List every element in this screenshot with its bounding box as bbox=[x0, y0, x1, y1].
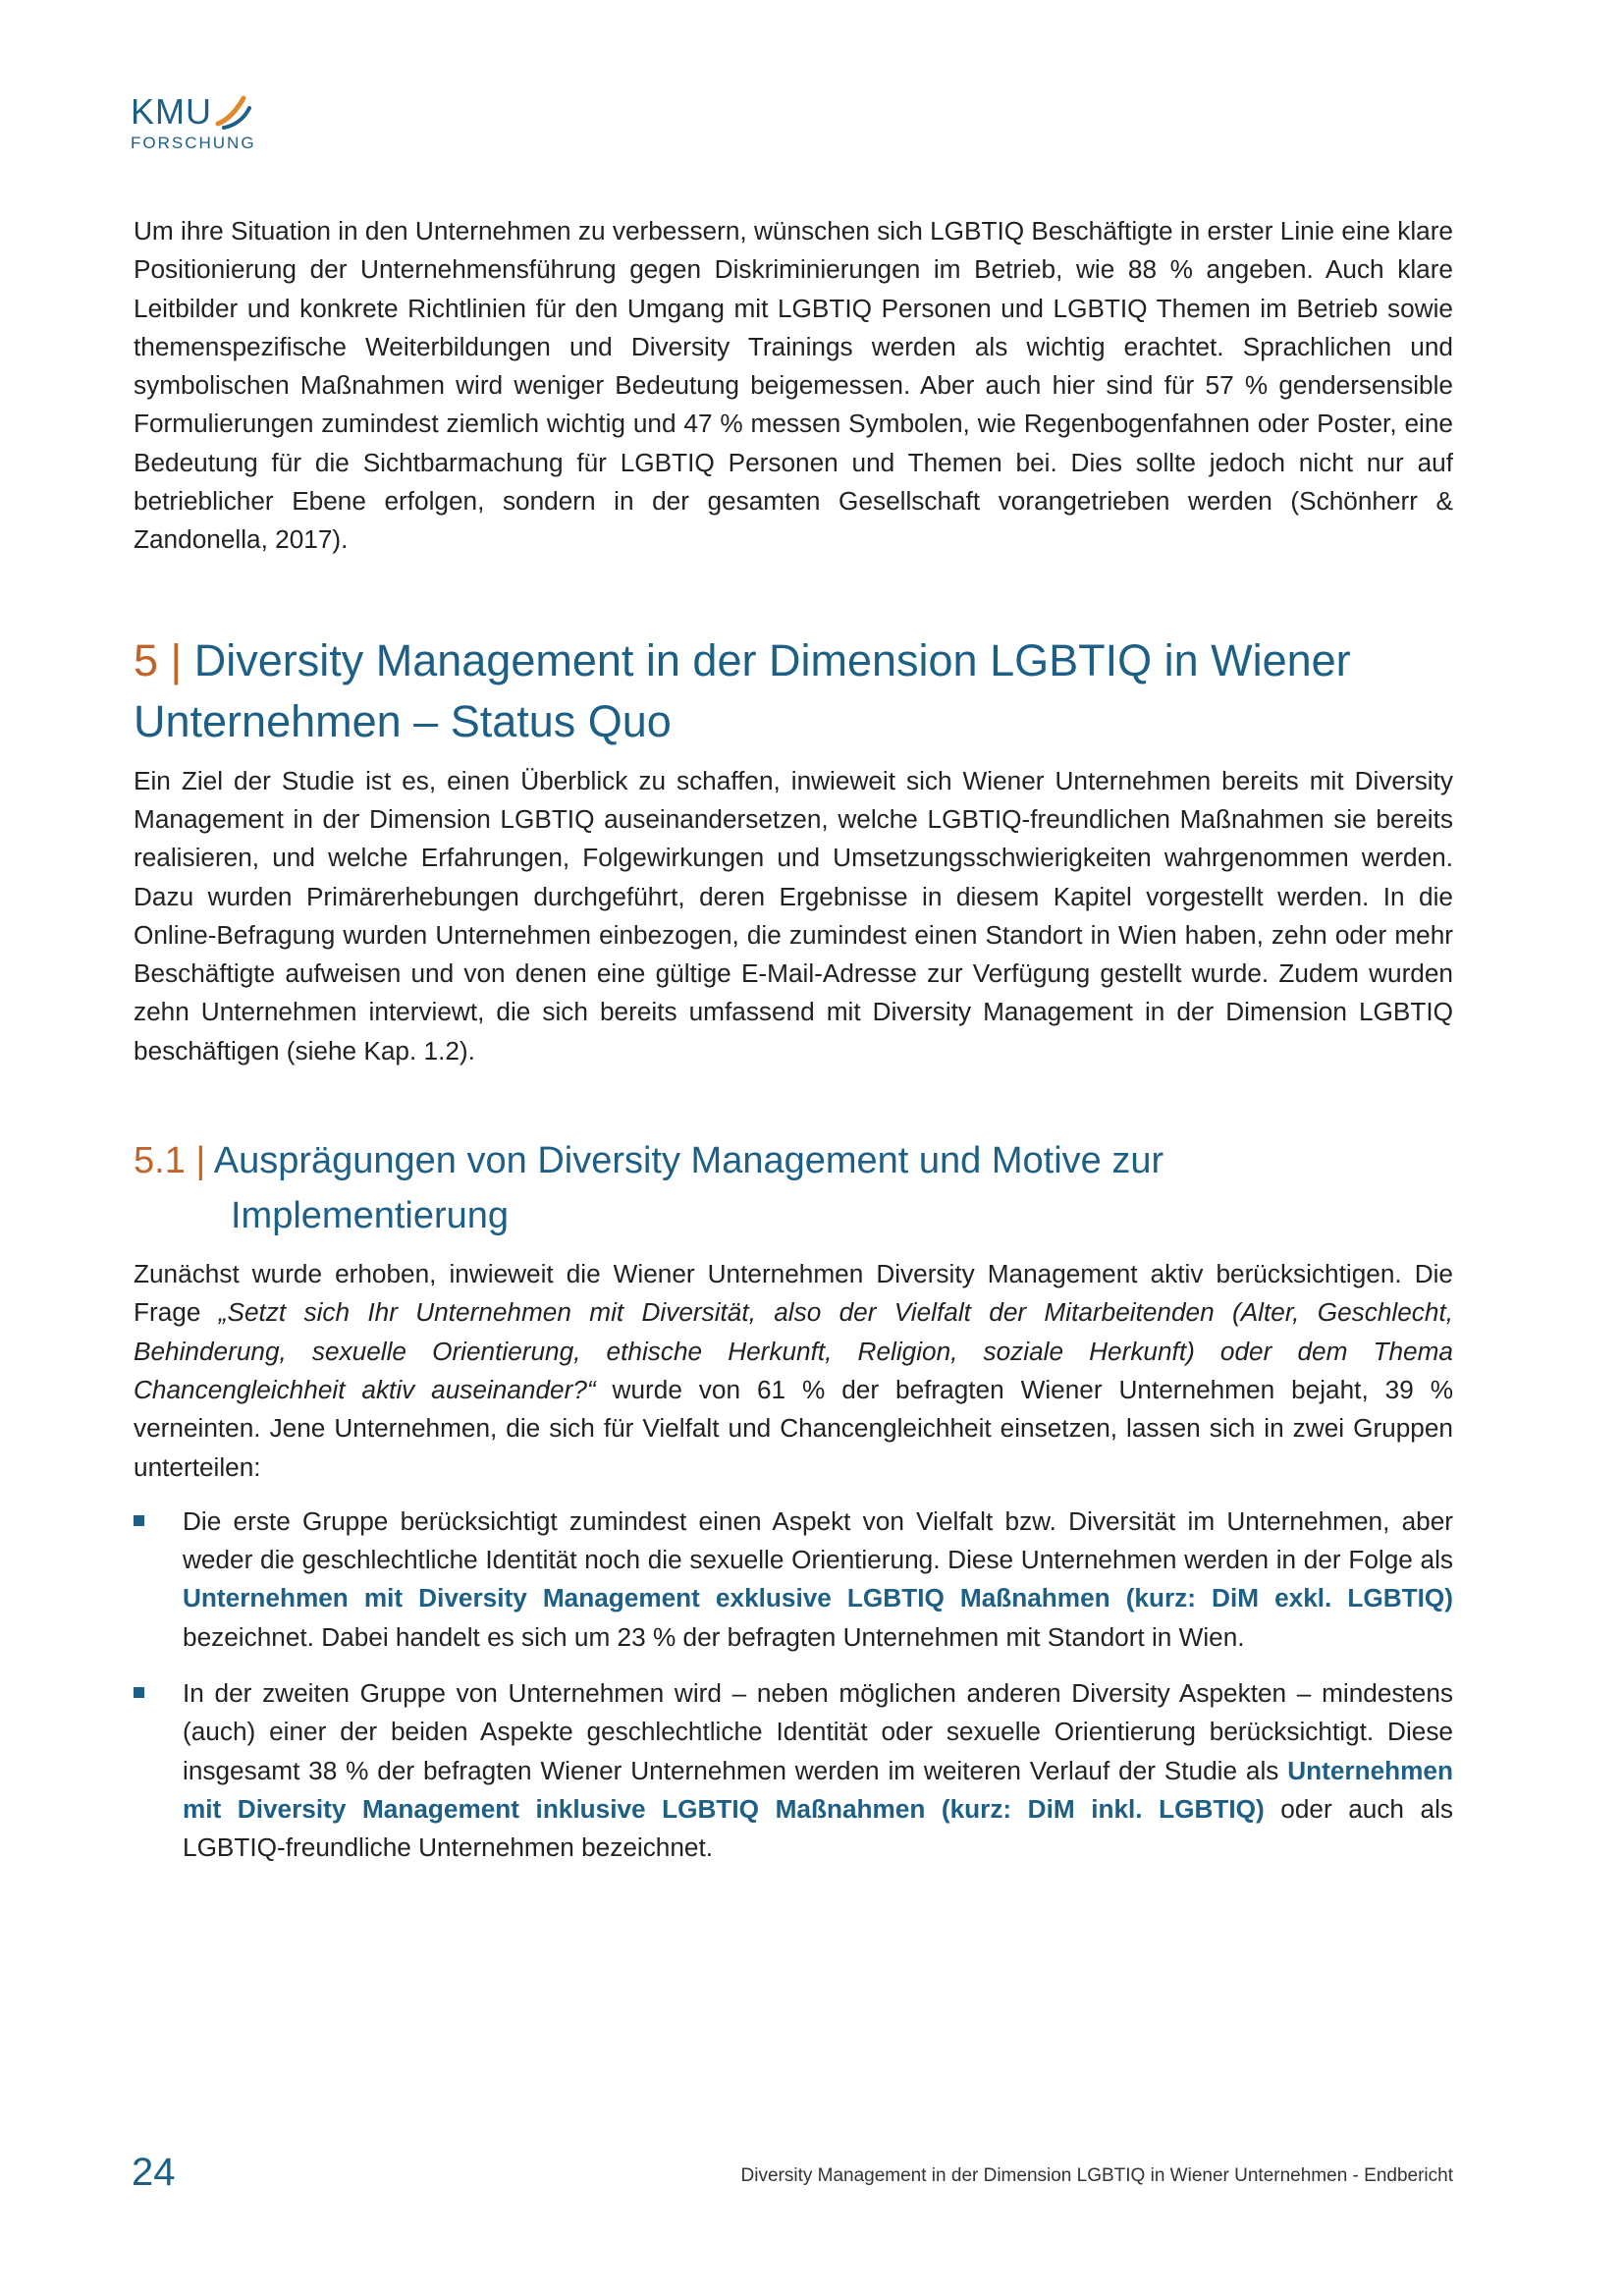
footer-title: Diversity Management in der Dimension LGBTIQ in Wiener Unternehmen - Endbericht bbox=[740, 2165, 1453, 2186]
bullet-text-after: bezeichnet. Dabei handelt es sich um 23 % der befragten Unternehmen mit Standort in Wien. bbox=[183, 1621, 1245, 1652]
list-item-text bbox=[183, 1503, 1453, 1657]
main-content bbox=[134, 212, 1453, 1886]
square-bullet-icon bbox=[134, 1515, 144, 1526]
section-title-line1: Ausprägungen von Diversity Management und Motive zur bbox=[213, 1140, 1164, 1182]
section-number: 5.1 | bbox=[134, 1140, 206, 1182]
section-text-a: Zunächst wurde erhoben, inwieweit die Wiener Unternehmen Diversity Management aktiv berücksichtigen. Die Frage bbox=[134, 1259, 1453, 1328]
group-list bbox=[134, 1503, 1453, 1868]
chapter-paragraph: Ein Ziel der Studie ist es, einen Überblick zu schaffen, inwieweit sich Wiener Unternehmen bereits mit Diversity Management in der Dimension LGBTIQ auseinandersetzen, welche LGBTIQ-freundlichen Maßnahmen sie bereits realisieren, und welche Erfahrungen, Folgewirkungen und Umsetzungsschwierigkeiten wahrgenommen werden. Dazu wurden Primärerhebungen durchgeführt, deren Ergebnisse in diesem Kapitel vorgestellt werden. In die Online-Befragung wurden Unternehmen einbezogen, die zumindest einen Standort in Wien haben, zehn oder mehr Beschäftigte aufweisen und von denen eine gültige E-Mail-Adresse zur Verfügung gestellt wurde. Zudem wurden zehn Unternehmen interviewt, die sich bereits umfassend mit Diversity Management in der Dimension LGBTIQ beschäftigen (siehe Kap. 1.2). bbox=[134, 765, 1453, 1066]
logo-subname: FORSCHUNG bbox=[131, 134, 256, 152]
bullet-highlight: Unternehmen mit Diversity Management inklusive LGBTIQ Maßnahmen (kurz: DiM inkl. LGBTIQ) bbox=[183, 1755, 1453, 1824]
page-number: 24 bbox=[132, 2151, 176, 2194]
square-bullet-icon bbox=[134, 1687, 144, 1698]
list-item bbox=[134, 1674, 1453, 1867]
chapter-heading bbox=[134, 630, 1453, 752]
section-text-b: wurde von 61 % der befragten Wiener Unternehmen bejaht, 39 % verneinten. Jene Unternehmen, die sich für Vielfalt und Chancengleichheit einsetzen, lassen sich in zwei Gruppen unterteilen: bbox=[134, 1374, 1453, 1482]
bullet-text-before: Die erste Gruppe berücksichtigt zumindest einen Aspekt von Vielfalt bzw. Diversität im Unternehmen, aber weder die geschlechtliche Identität noch die sexuelle Orientierung. Diese Unternehmen werden in der Folge als bbox=[183, 1505, 1453, 1575]
bullet-text-after: oder auch als LGBTIQ-freundliche Unternehmen bezeichnet. bbox=[183, 1793, 1453, 1863]
logo-name: KMU bbox=[131, 91, 212, 132]
chapter-number: 5 | bbox=[134, 634, 183, 685]
intro-paragraph: Um ihre Situation in den Unternehmen zu verbessern, wünschen sich LGBTIQ Beschäftigte in erster Linie eine klare Positionierung der Unternehmensführung gegen Diskriminierungen im Betrieb, wie 88 % angeben. Auch klare Leitbilder und konkrete Richtlinien für den Umgang mit LGBTIQ Personen und LGBTIQ Themen im Betrieb sowie themenspezifische Weiterbildungen und Diversity Trainings werden als wichtig erachtet. Sprachlichen und symbolischen Maßnahmen wird weniger Bedeutung beigemessen. Aber auch hier sind für 57 % gendersensible Formulierungen zumindest ziemlich wichtig und 47 % messen Symbolen, wie Regenbogenfahnen oder Poster, eine Bedeutung für die Sichtbarmachung für LGBTIQ Personen und Themen bei. Dies sollte jedoch nicht nur auf betrieblicher Ebene erfolgen, sondern in der gesamten Gesellschaft vorangetrieben werden (Schönherr & Zandonella, 2017). bbox=[134, 216, 1453, 555]
chapter-title: Diversity Management in der Dimension LGBTIQ in Wiener Unternehmen – Status Quo bbox=[134, 634, 1351, 746]
bullet-text-before: In der zweiten Gruppe von Unternehmen wird – neben möglichen anderen Diversity Aspekten – mindestens (auch) einer der beiden Aspekte geschlechtliche Identität oder sexuelle Orientierung berücksichtigt. Diese insgesamt 38 % der befragten Wiener Unternehmen werden im weiteren Verlauf der Studie als bbox=[183, 1678, 1453, 1785]
leaf-icon bbox=[214, 94, 253, 132]
kmu-forschung-logo bbox=[131, 91, 256, 153]
list-item bbox=[134, 1503, 1453, 1657]
survey-question: „Setzt sich Ihr Unternehmen mit Diversität, also der Vielfalt der Mitarbeitenden (Alter, Geschlecht, Behinderung, sexuelle Orientierung, ethische Herkunft, Religion, soziale Herkunft) oder dem Thema Chancengleichheit aktiv auseinander?“ bbox=[134, 1297, 1454, 1404]
list-item-text bbox=[183, 1674, 1453, 1867]
section-heading bbox=[134, 1133, 1453, 1243]
bullet-highlight: Unternehmen mit Diversity Management exklusive LGBTIQ Maßnahmen (kurz: DiM exkl. LGBTIQ) bbox=[183, 1583, 1453, 1613]
section-title-line2: Implementierung bbox=[231, 1195, 510, 1237]
section-paragraph bbox=[134, 1255, 1453, 1487]
